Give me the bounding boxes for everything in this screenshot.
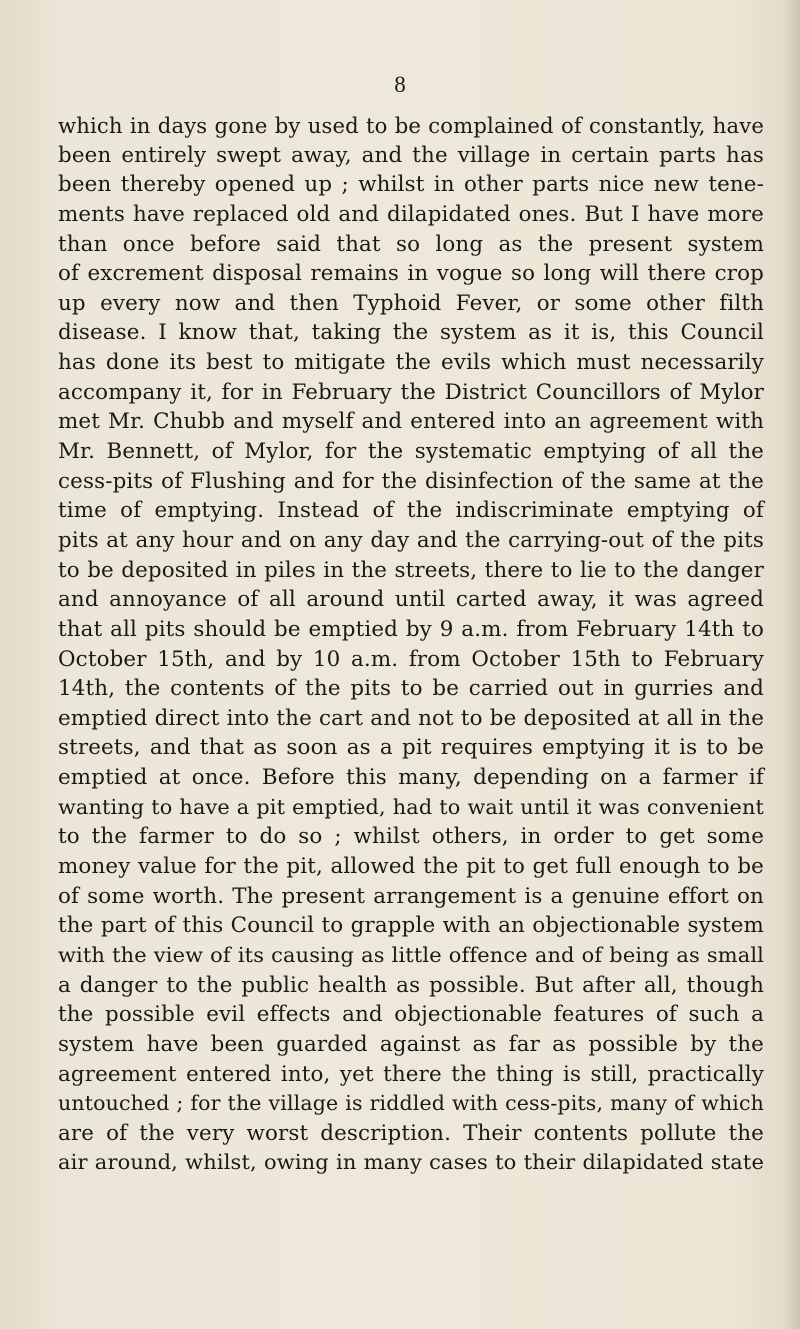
text-line: October 15th, and by 10 a.m. from October 15th to February <box>58 646 764 672</box>
page-edge-shadow <box>784 0 800 1329</box>
text-line: up every now and then Typhoid Fever, or some other filth <box>58 290 764 316</box>
text-line: air around, whilst, owing in many cases to their dilapidated state <box>58 1150 764 1175</box>
text-line: disease. I know that, taking the system as it is, this Council <box>58 320 764 346</box>
text-line: a danger to the public health as possible. But after all, though <box>58 972 764 998</box>
text-line: agreement entered into, yet there the thing is still, practically <box>58 1061 764 1087</box>
text-line: which in days gone by used to be complained of constantly, have <box>58 113 764 138</box>
text-line: system have been guarded against as far as possible by the <box>58 1031 764 1057</box>
body-paragraph <box>58 111 764 1178</box>
text-line: money value for the pit, allowed the pit to get full enough to be <box>58 854 764 880</box>
text-line: emptied direct into the cart and not to be deposited at all in the <box>58 705 764 731</box>
text-line: streets, and that as soon as a pit requires emptying it is to be <box>58 735 764 761</box>
text-line: cess-pits of Flushing and for the disinfection of the same at the <box>58 468 764 494</box>
text-line: wanting to have a pit emptied, had to wait until it was convenient <box>58 794 764 819</box>
text-line: than once before said that so long as the present system <box>58 231 764 257</box>
page-number: 8 <box>394 72 406 97</box>
text-line: that all pits should be emptied by 9 a.m. from February 14th to <box>58 616 764 642</box>
text-line: time of emptying. Instead of the indiscriminate emptying of <box>58 498 764 524</box>
text-line: to be deposited in piles in the streets, there to lie to the danger <box>58 557 764 583</box>
text-line: been thereby opened up ; whilst in other parts nice new tene- <box>58 172 764 198</box>
text-line: untouched ; for the village is riddled with cess-pits, many of which <box>58 1091 764 1116</box>
text-line: are of the very worst description. Their contents pollute the <box>58 1120 764 1146</box>
text-line: ments have replaced old and dilapidated ones. But I have more <box>58 201 764 227</box>
text-line: been entirely swept away, and the village in certain parts has <box>58 142 764 168</box>
text-line: emptied at once. Before this many, depending on a farmer if <box>58 765 764 791</box>
text-line: of some worth. The present arrangement is a genuine effort on <box>58 883 764 909</box>
text-line: the part of this Council to grapple with an objectionable system <box>58 913 764 939</box>
text-line: and annoyance of all around until carted away, it was agreed <box>58 587 764 613</box>
text-line: Mr. Bennett, of Mylor, for the systematic emptying of all the <box>58 439 764 465</box>
text-line: of excrement disposal remains in vogue so long will there crop <box>58 261 764 287</box>
text-line: with the view of its causing as little offence and of being as small <box>58 942 764 967</box>
text-line: 14th, the contents of the pits to be carried out in gurries and <box>58 676 764 702</box>
text-line: accompany it, for in February the District Councillors of Mylor <box>58 379 764 405</box>
text-line: pits at any hour and on any day and the carrying-out of the pits <box>58 527 764 553</box>
text-line: met Mr. Chubb and myself and entered into an agreement with <box>58 409 764 435</box>
text-line: has done its best to mitigate the evils which must necessarily <box>58 350 764 376</box>
text-line: the possible evil effects and objectionable features of such a <box>58 1002 764 1028</box>
text-line: to the farmer to do so ; whilst others, in order to get some <box>58 824 764 850</box>
